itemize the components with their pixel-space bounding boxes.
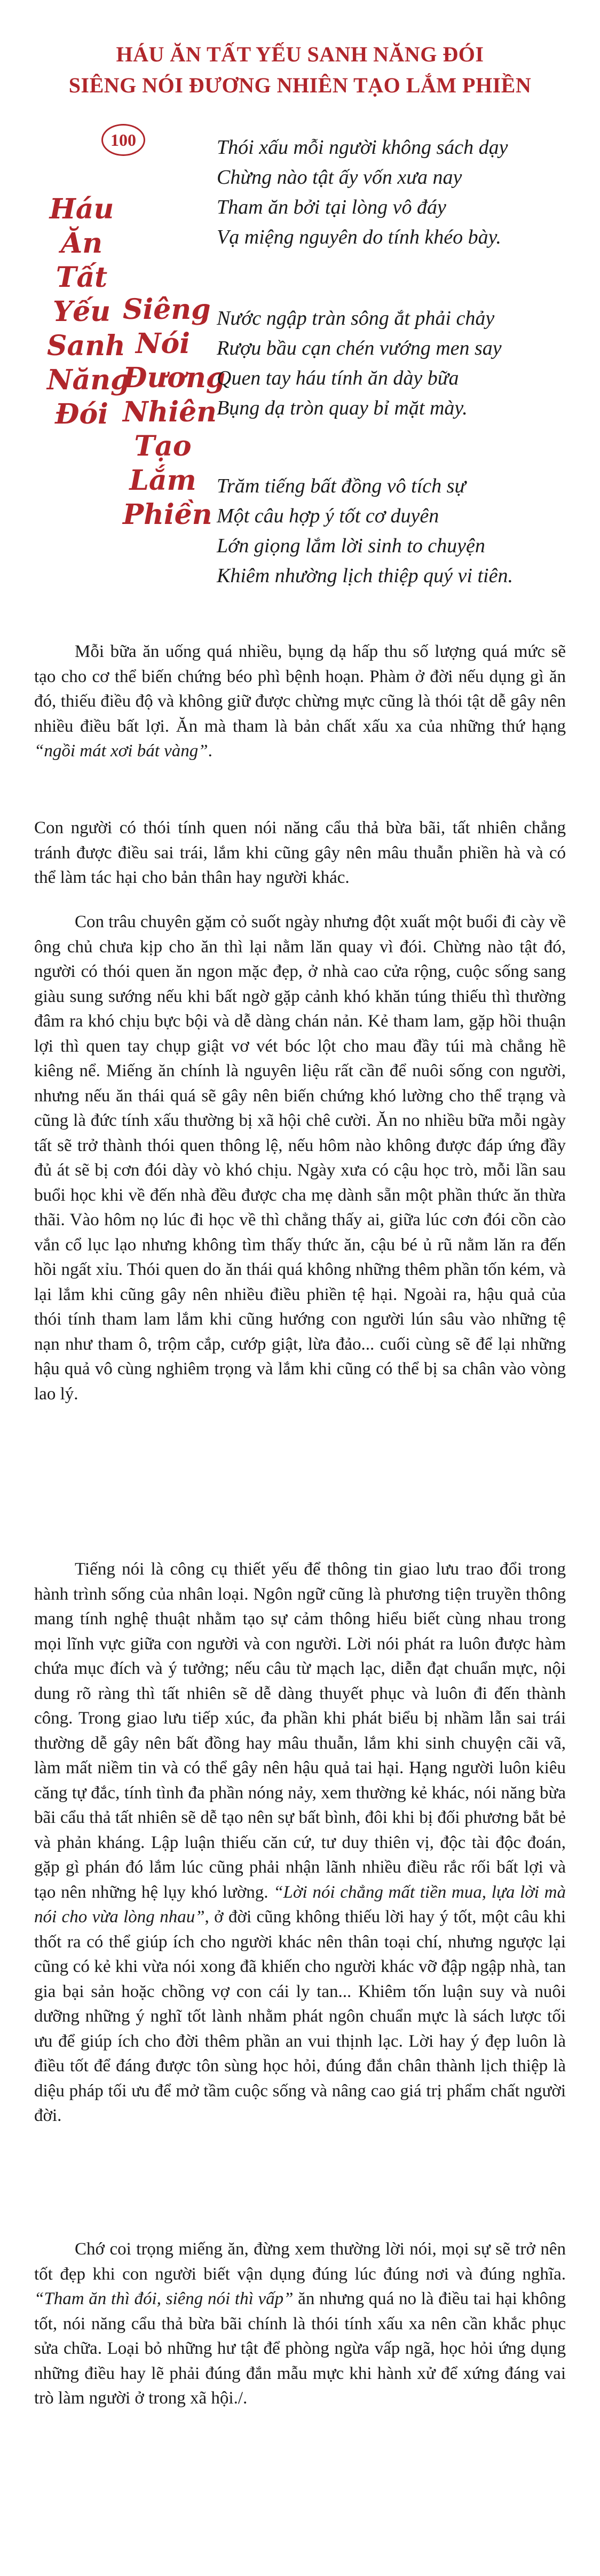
poem-line: Lớn giọng lắm lời sinh to chuyện — [217, 535, 485, 557]
poem-line: Khiêm nhường lịch thiệp quý vi tiên. — [217, 565, 513, 587]
calligraphy-word: Sanh — [47, 330, 125, 362]
calligraphy-word: Ăn — [60, 227, 103, 260]
calligraphy-word: Tất — [56, 261, 108, 294]
calligraphy-word: Háu — [49, 193, 114, 225]
paragraph-text: ăn nhưng quá no là điều tai hại không tốt, nói năng cẩu thả bừa bãi chính là thói tính xấu xa nên cần khắc phục sửa chữa. Loại bỏ những hư tật để phòng ngừa vấp ngã, học hỏi ứng dụng những điều hay lẽ phải đúng đắn mẫu mực khi hành xử để xứng đáng vai trò làm người ở trong xã hội./. — [34, 2289, 566, 2408]
poem-stanza-1 — [217, 132, 590, 252]
quote-text: “Tham ăn thì đói, siêng nói thì vấp” — [34, 2289, 294, 2308]
calligraphy-word: Nhiên — [123, 396, 217, 428]
paragraph-text: , ở đời cũng không thiếu lời hay ý tốt, một câu khi thốt ra có thể giúp ích cho người khác nên thân toại chí, nhưng ngược lại cũng có kẻ khi vừa nói xong đã khiến cho người khác vỡ đập ngập nhà, tan gia bại sản hoặc chồng vợ con cái ly tan... Khiêm tốn luận suy và nuôi dưỡng những ý nghĩ tốt lành nhằm phát ngôn chuẩn mực là sách lược tối ưu để giúp ích cho đời thêm phần an vui thịnh lạc. Lời hay ý đẹp luôn là điều tốt để đáng được tôn sùng học hỏi, đúng đắn chân thành lịch thiệp là diệu pháp tối ưu để mở tầm cuộc sống và nâng cao giá trị phẩm chất người đời. — [34, 1907, 566, 2125]
poem-line: Nước ngập tràn sông ắt phải chảy — [217, 307, 495, 330]
poem-line: Một câu hợp ý tốt cơ duyên — [217, 505, 439, 527]
poem-line: Bụng dạ tròn quay bỉ mặt mày. — [217, 397, 468, 419]
poem-stanza-3 — [217, 471, 590, 591]
poem-line: Chừng nào tật ấy vốn xưa nay — [217, 166, 462, 189]
paragraph-text: Chớ coi trọng miếng ăn, đừng xem thường lời nói, mọi sự sẽ trở nên tốt đẹp khi con người biết vận dụng đúng lúc đúng nơi và đúng nghĩa. — [34, 2240, 566, 2284]
paragraph-text: Tiếng nói là công cụ thiết yếu để thông tin giao lưu trao đổi trong hành trình sống của nhân loại. Ngôn ngữ cũng là phương tiện truyền thông mang tính nghệ thuật nhằm tạo sự cảm thông hiểu biết cùng nhau trong mọi lĩnh vực giữa con người và con người. Lời nói phát ra luôn được hàm chứa mục đích và ý tưởng; nếu câu từ mạch lạc, diễn đạt chuẩn mực, nội dung rõ ràng thì tất nhiên sẽ dễ dàng thuyết phục và luôn đi đến thành công. Trong giao lưu tiếp xúc, đa phần khi phát biểu bị nhầm lẫn sai trái thường dễ gây nên bất đồng hay mâu thuẫn, lắm khi sinh chuyện cãi vã, làm mất niềm tin và có thể gây nên hậu quả tai hại. Hạng người luôn kiêu căng tự đắc, tính tình đa phần nóng nảy, xem thường kẻ khác, nói năng bừa bãi cẩu thả tất nhiên sẽ dễ tạo nên sự bất bình, đôi khi bị đối phương bắt bẻ và phản kháng. Lập luận thiếu căn cứ, tư duy thiên vị, độc tài độc đoán, gặp gì phán đó lắm lúc cũng phải nhận lãnh nhiều điều rắc rối bất lợi và tạo nên những hệ lụy khó lường. — [34, 1560, 566, 1902]
paragraph-4 — [34, 1557, 566, 2128]
poem-line: Rượu bầu cạn chén vướng men say — [217, 337, 502, 359]
poem-line: Trăm tiếng bất đồng vô tích sự — [217, 475, 466, 497]
calligraphy-word: Đương — [123, 362, 226, 394]
poem-stanza-2 — [217, 303, 590, 423]
page-title-line-2: SIÊNG NÓI ĐƯƠNG NHIÊN TẠO LẮM PHIỀN — [68, 73, 532, 97]
quote-text: “ngồi mát xơi bát vàng” — [34, 741, 208, 761]
calligraphy-column-2 — [123, 293, 226, 532]
paragraph-2: Con người có thói tính quen nói năng cẩu thả bừa bãi, tất nhiên chẳng tránh được điều sai trái, lắm khi cũng gây nên mâu thuẫn phiền hà và có thể làm tác hại cho bản thân hay người khác. — [34, 818, 566, 887]
paragraph-text: Mỗi bữa ăn uống quá nhiều, bụng dạ hấp thu số lượng quá mức sẽ tạo cho cơ thể biến chứng béo phì bệnh hoạn. Phàm ở đời nếu dụng gì ăn đó, thiếu điều độ và không giữ được chừng mực cũng là thói tật dễ gây nên nhiều điều bất lợi. Ăn mà tham là bản chất xấu xa của những thứ hạng — [34, 642, 566, 736]
page-title-line-1: HÁU ĂN TẤT YẾU SANH NĂNG ĐÓI — [116, 42, 484, 66]
paragraph-5 — [34, 2237, 566, 2411]
paragraph-1 — [34, 639, 566, 764]
calligraphy-word: Siêng — [123, 293, 211, 326]
calligraphy-word: Phiền — [123, 498, 212, 531]
paragraph-3: Con trâu chuyên gặm cỏ suốt ngày nhưng đột xuất một buổi đi cày về ông chủ chưa kịp cho ăn thì lại nằm lăn quay vì đói. Chừng nào tật đó, người có thói quen ăn ngon mặc đẹp, ở nhà cao cửa rộng, cuộc sống sang giàu sung sướng nếu khi bất ngờ gặp cảnh khó khăn túng thiếu thì thường đâm ra khó chịu bực bội và dễ dàng chán nản. Kẻ tham lam, gặp hồi thuận lợi thì quen tay chụp giật vơ vét bóc lột cho mau đầy túi mà chẳng hề kiêng nể. Miếng ăn chính là nguyên liệu rất cần để nuôi sống con người, nhưng nếu ăn thái quá sẽ gây nên biến chứng khó lường cho thể trạng và cũng là đức tính xấu thường bị xã hội chê cười. Ăn no nhiều bữa mỗi ngày tất sẽ trở thành thói quen thông lệ, nếu hôm nào không được đáp ứng đầy đủ át sẽ bị cơn đói dày vò khó chịu. Ngày xưa có cậu học trò, mỗi lần sau buổi học khi về đến nhà đều được cha mẹ dành sẵn một phần thức ăn thừa thãi. Vào hôm nọ lúc đi học về thì chẳng thấy ai, giữa lúc cơn đói cồn cào vắn cổ lục lạo nhưng không tìm thấy thức ăn, cậu bé ủ rũ nằm lăn ra đến hồi ngất xỉu. Thói quen do ăn thái quá không những thêm phần tốn kém, và lại lắm khi cũng gây nên nhiều điều phiền tệ hại. Ngoài ra, hậu quả của thói tính tham lam lắm khi cũng hướng con người lún sâu vào những tệ nạn như tham ô, trộm cắp, cướp giật, lừa đảo... cuối cùng sẽ để lại những hậu quả vô cùng nghiêm trọng và lắm khi cũng có thể bị sa chân vào vòng lao lý. — [34, 912, 566, 1404]
poem-line: Thói xấu mỗi người không sách dạy — [217, 136, 508, 159]
calligraphy-word: Đói — [55, 398, 108, 430]
calligraphy-word: Nói — [136, 327, 190, 360]
calligraphy-word: Năng — [47, 364, 130, 396]
poem-line: Quen tay háu tính ăn dày bữa — [217, 367, 459, 389]
number-badge: 100 — [101, 124, 145, 156]
poem-line: Tham ăn bởi tại lòng vô đáy — [217, 196, 446, 218]
calligraphy-word: Tạo — [134, 430, 192, 463]
calligraphy-column-1 — [47, 192, 130, 432]
calligraphy-word: Yếu — [52, 295, 110, 328]
paragraph-text: . — [208, 741, 212, 761]
calligraphy-word: Lắm — [129, 464, 196, 497]
quote-text: “Lời nói chẳng mất tiền mua, lựa lời mà nói cho vừa lòng nhau” — [34, 1882, 566, 1927]
poem-line: Vạ miệng nguyên do tính khéo bày. — [217, 226, 501, 248]
